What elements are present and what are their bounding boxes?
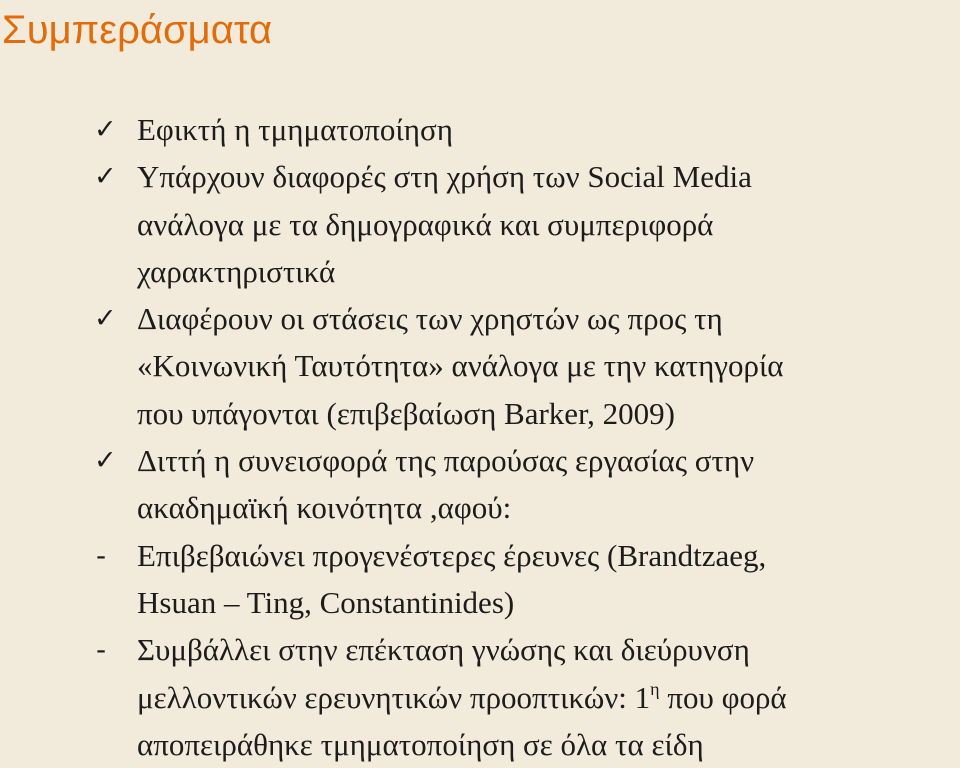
checkmark-icon: ✓ [94, 161, 117, 193]
text-segment: που φορά [659, 679, 787, 715]
checkmark-icon: ✓ [94, 114, 117, 145]
checkmark-icon: ✓ [94, 303, 117, 335]
conclusions-list [0, 106, 960, 768]
list-item [0, 437, 960, 532]
list-item-text: Εφικτή η τμηματοποίηση [137, 112, 453, 147]
superscript-ordinal: η [650, 678, 660, 699]
list-item-text: ανάλογα με τα δημογραφικά και συμπεριφορά [137, 206, 714, 242]
list-item [0, 295, 960, 437]
list-item-text: αποπειράθηκε τμηματοποίηση σε όλα τα είδη [137, 726, 704, 762]
checkmark-icon: ✓ [94, 445, 117, 477]
dash-bullet: - [96, 633, 107, 667]
list-item-text: που υπάγονται (επιβεβαίωση Barker, 2009) [137, 395, 675, 431]
list-item [0, 532, 960, 627]
text-segment: μελλοντικών ερευνητικών προοπτικών: 1 [137, 679, 651, 715]
list-item-text: Υπάρχουν διαφορές στη χρήση των Social Media [137, 159, 752, 195]
list-item-text: «Κοινωνική Ταυτότητα» ανάλογα με την κατηγορία [137, 348, 784, 384]
list-item-text: Συμβάλλει στην επέκταση γνώσης και διεύρυνση [137, 632, 750, 668]
list-item-text: χαρακτηριστικά [137, 253, 336, 289]
list-item-text: Hsuan – Ting, Constantinides) [137, 584, 515, 620]
list-item [0, 106, 960, 153]
list-item-text: Επιβεβαιώνει προγενέστερες έρευνες (Brandtzaeg, [137, 537, 767, 573]
dash-bullet: - [96, 538, 107, 572]
list-item-text: Διττή η συνεισφορά της παρούσας εργασίας στην [137, 443, 755, 479]
list-item-text [137, 674, 960, 721]
list-item [0, 626, 960, 768]
list-item-text: ακαδημαϊκή κοινότητα ,αφού: [137, 490, 512, 526]
slide-title: Συμπεράσματα [2, 8, 273, 52]
list-item-text: Διαφέρουν οι στάσεις των χρηστών ως προς τη [137, 301, 723, 337]
list-item [0, 153, 960, 295]
